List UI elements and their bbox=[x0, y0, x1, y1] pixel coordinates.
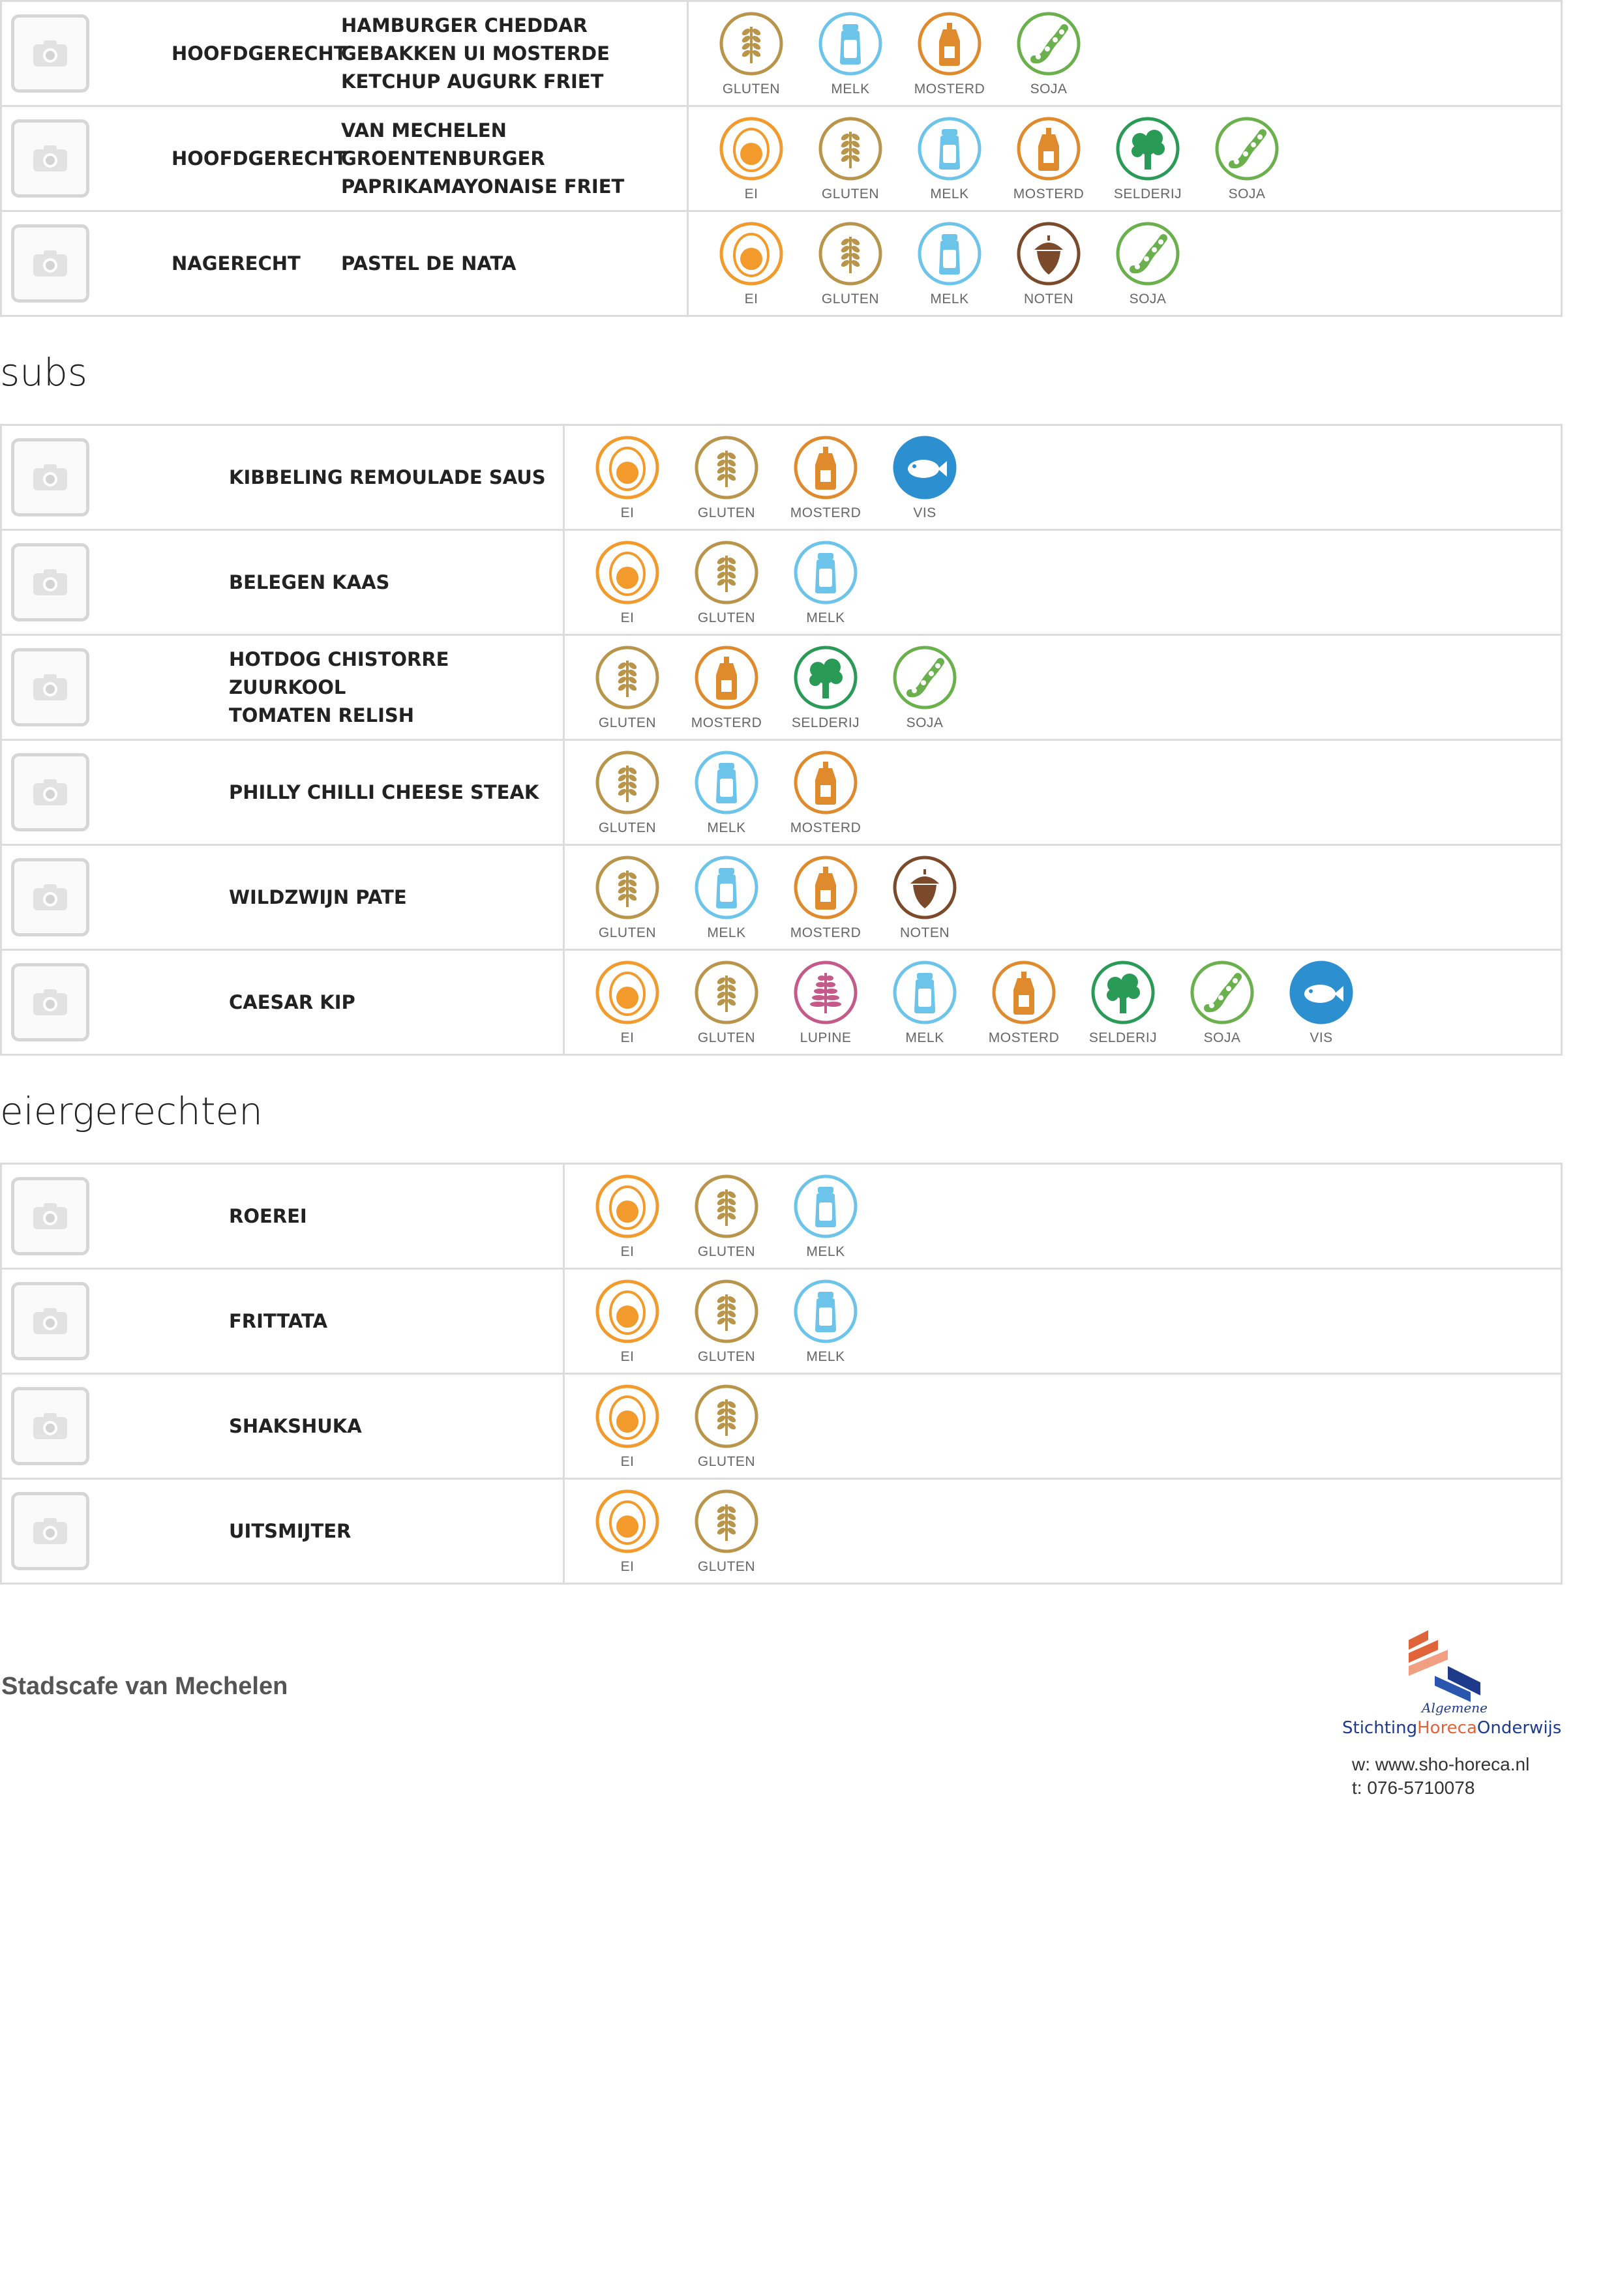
photo-cell bbox=[1, 635, 172, 740]
gluten-icon bbox=[816, 220, 884, 288]
eiergerechten-table bbox=[0, 1163, 1563, 1585]
allergen-list bbox=[578, 959, 1561, 1046]
allergen-gluten bbox=[677, 1487, 776, 1575]
logo-script: Algemene bbox=[1422, 1700, 1488, 1716]
allergen-label: GLUTEN bbox=[598, 925, 657, 940]
allergen-selderij bbox=[1073, 959, 1173, 1046]
dish-name-line: HAMBURGER CHEDDAR bbox=[341, 14, 588, 37]
camera-icon bbox=[32, 568, 68, 597]
allergen-label: MELK bbox=[930, 186, 969, 201]
table-row bbox=[1, 106, 1562, 211]
allergen-mosterd bbox=[776, 434, 875, 521]
allergen-label: MOSTERD bbox=[914, 82, 985, 97]
gluten-icon bbox=[693, 434, 760, 501]
ei-icon bbox=[593, 959, 661, 1026]
allergen-label: SELDERIJ bbox=[1088, 1030, 1158, 1045]
photo-cell bbox=[1, 1374, 172, 1479]
allergen-list bbox=[578, 434, 1561, 521]
allergen-label: MELK bbox=[707, 925, 746, 940]
allergen-ei bbox=[578, 1487, 677, 1575]
melk-icon bbox=[816, 10, 884, 78]
allergen-label: SELDERIJ bbox=[1113, 186, 1182, 201]
allergen-ei bbox=[702, 220, 801, 307]
gluten-icon bbox=[693, 1487, 760, 1555]
allergen-label: GLUTEN bbox=[697, 505, 756, 520]
soja-icon bbox=[1015, 10, 1083, 78]
subs-table bbox=[0, 424, 1563, 1056]
dish-name bbox=[229, 646, 563, 730]
allergen-ei bbox=[578, 959, 677, 1046]
allergen-noten bbox=[999, 220, 1098, 307]
allergen-list bbox=[578, 749, 1561, 836]
allergen-gluten bbox=[801, 115, 900, 202]
allergen-soja bbox=[1173, 959, 1272, 1046]
photo-placeholder bbox=[11, 543, 89, 621]
camera-icon bbox=[32, 883, 68, 912]
allergen-mosterd bbox=[974, 959, 1073, 1046]
mosterd-icon bbox=[693, 644, 760, 711]
dish-cell bbox=[172, 1374, 564, 1479]
ei-icon bbox=[593, 434, 661, 501]
dish-name bbox=[229, 779, 539, 807]
camera-icon bbox=[32, 144, 68, 173]
melk-icon bbox=[792, 1172, 860, 1240]
table-row bbox=[1, 740, 1562, 845]
section-heading-eiergerechten: eiergerechten bbox=[0, 1089, 263, 1133]
melk-icon bbox=[891, 959, 959, 1026]
allergen-label: EI bbox=[620, 1349, 635, 1364]
allergen-label: MOSTERD bbox=[790, 925, 861, 940]
gluten-icon bbox=[693, 539, 760, 606]
allergen-selderij bbox=[776, 644, 875, 731]
vis-icon bbox=[1287, 959, 1355, 1026]
allergen-label: GLUTEN bbox=[697, 1559, 756, 1574]
dish-name-line: BELEGEN KAAS bbox=[229, 571, 390, 593]
allergen-melk bbox=[776, 539, 875, 626]
photo-cell bbox=[1, 1, 172, 106]
dish-name bbox=[229, 1412, 362, 1440]
allergen-ei bbox=[578, 434, 677, 521]
photo-placeholder bbox=[11, 224, 89, 303]
photo-placeholder bbox=[11, 1387, 89, 1465]
dish-cell bbox=[172, 1479, 564, 1584]
allergen-cell bbox=[564, 635, 1562, 740]
allergen-label: GLUTEN bbox=[697, 1349, 756, 1364]
allergen-gluten bbox=[677, 1382, 776, 1470]
allergen-cell bbox=[688, 106, 1562, 211]
allergen-label: GLUTEN bbox=[697, 610, 756, 625]
camera-icon bbox=[32, 988, 68, 1017]
allergen-cell bbox=[564, 530, 1562, 635]
allergen-label: SOJA bbox=[1228, 186, 1266, 201]
allergen-cell bbox=[564, 1164, 1562, 1269]
dish-name bbox=[229, 1307, 327, 1335]
allergen-melk bbox=[776, 1172, 875, 1260]
mosterd-icon bbox=[1015, 115, 1083, 183]
allergen-label: SOJA bbox=[1203, 1030, 1241, 1045]
dish-name bbox=[341, 250, 517, 278]
allergen-mosterd bbox=[900, 10, 999, 97]
dish-name-line: GEBAKKEN UI MOSTERDE bbox=[341, 42, 610, 65]
allergen-label: SOJA bbox=[906, 715, 944, 730]
gluten-icon bbox=[717, 10, 785, 78]
dish-name bbox=[229, 989, 355, 1017]
allergen-list bbox=[578, 1382, 1561, 1470]
photo-placeholder bbox=[11, 14, 89, 93]
allergen-list bbox=[702, 115, 1561, 202]
ei-icon bbox=[593, 1172, 661, 1240]
dish-name-line: PASTEL DE NATA bbox=[341, 252, 517, 275]
noten-icon bbox=[891, 854, 959, 921]
allergen-soja bbox=[1098, 220, 1197, 307]
dish-cell bbox=[172, 1269, 564, 1374]
allergen-noten bbox=[875, 854, 974, 941]
allergen-label: MELK bbox=[905, 1030, 944, 1045]
allergen-label: EI bbox=[620, 610, 635, 625]
allergen-label: GLUTEN bbox=[697, 1244, 756, 1259]
mosterd-icon bbox=[916, 10, 983, 78]
allergen-gluten bbox=[677, 434, 776, 521]
camera-icon bbox=[32, 673, 68, 702]
gluten-icon bbox=[593, 854, 661, 921]
allergen-gluten bbox=[801, 220, 900, 307]
camera-icon bbox=[32, 1307, 68, 1335]
dish-name bbox=[229, 1202, 307, 1230]
photo-cell bbox=[1, 106, 172, 211]
allergen-label: MELK bbox=[806, 1244, 845, 1259]
melk-icon bbox=[792, 1277, 860, 1345]
camera-icon bbox=[32, 778, 68, 807]
allergen-label: EI bbox=[744, 291, 758, 306]
allergen-list bbox=[578, 644, 1561, 731]
ei-icon bbox=[593, 1277, 661, 1345]
photo-placeholder bbox=[11, 1282, 89, 1360]
dish-cell bbox=[172, 211, 688, 316]
dish-name-line: PHILLY CHILLI CHEESE STEAK bbox=[229, 781, 539, 803]
allergen-lupine bbox=[776, 959, 875, 1046]
allergen-label: GLUTEN bbox=[697, 1454, 756, 1469]
noten-icon bbox=[1015, 220, 1083, 288]
dish-cell bbox=[172, 1164, 564, 1269]
allergen-gluten bbox=[677, 1277, 776, 1365]
gluten-icon bbox=[593, 644, 661, 711]
dish-name bbox=[229, 1517, 351, 1545]
photo-placeholder bbox=[11, 1177, 89, 1255]
melk-icon bbox=[693, 854, 760, 921]
allergen-mosterd bbox=[999, 115, 1098, 202]
allergen-ei bbox=[702, 115, 801, 202]
allergen-vis bbox=[875, 434, 974, 521]
allergen-ei bbox=[578, 1172, 677, 1260]
allergen-melk bbox=[801, 10, 900, 97]
ei-icon bbox=[717, 115, 785, 183]
allergen-label: EI bbox=[620, 505, 635, 520]
dish-name-line: CAESAR KIP bbox=[229, 991, 355, 1013]
allergen-label: GLUTEN bbox=[722, 82, 781, 97]
course-label: NAGERECHT bbox=[172, 252, 301, 275]
phone-text: t: 076-5710078 bbox=[1352, 1778, 1475, 1798]
dish-name-line: SHAKSHUKA bbox=[229, 1414, 362, 1437]
allergen-list bbox=[578, 1172, 1561, 1260]
allergen-cell bbox=[688, 211, 1562, 316]
allergen-label: SELDERIJ bbox=[791, 715, 860, 730]
allergen-vis bbox=[1272, 959, 1371, 1046]
dish-cell bbox=[172, 740, 564, 845]
table-row bbox=[1, 1374, 1562, 1479]
photo-cell bbox=[1, 425, 172, 530]
allergen-cell bbox=[564, 1269, 1562, 1374]
dish-name bbox=[341, 117, 624, 201]
dish-cell bbox=[172, 1, 688, 106]
logo-text: StichtingHorecaOnderwijs bbox=[1342, 1718, 1562, 1738]
allergen-gluten bbox=[677, 539, 776, 626]
allergen-gluten bbox=[677, 1172, 776, 1260]
allergen-melk bbox=[677, 749, 776, 836]
table-row bbox=[1, 211, 1562, 316]
melk-icon bbox=[916, 115, 983, 183]
allergen-label: MELK bbox=[707, 820, 746, 835]
allergen-melk bbox=[677, 854, 776, 941]
allergen-label: GLUTEN bbox=[821, 186, 880, 201]
allergen-list bbox=[702, 220, 1561, 307]
soja-icon bbox=[891, 644, 959, 711]
allergen-label: LUPINE bbox=[800, 1030, 852, 1045]
allergen-soja bbox=[1197, 115, 1296, 202]
allergen-gluten bbox=[677, 959, 776, 1046]
allergen-gluten bbox=[578, 644, 677, 731]
allergen-label: VIS bbox=[1310, 1030, 1333, 1045]
dish-cell bbox=[172, 845, 564, 950]
allergen-mosterd bbox=[677, 644, 776, 731]
allergen-ei bbox=[578, 1382, 677, 1470]
allergen-label: SOJA bbox=[1030, 82, 1068, 97]
dish-name-line: KIBBELING REMOULADE SAUS bbox=[229, 466, 546, 488]
table-row bbox=[1, 1, 1562, 106]
table-row bbox=[1, 1479, 1562, 1584]
table-row bbox=[1, 530, 1562, 635]
dish-name bbox=[229, 569, 389, 597]
dish-name-line: VAN MECHELEN bbox=[341, 119, 507, 142]
dish-cell bbox=[172, 950, 564, 1055]
allergen-label: NOTEN bbox=[1024, 291, 1073, 306]
table-row bbox=[1, 1269, 1562, 1374]
dish-cell bbox=[172, 530, 564, 635]
website-text: w: www.sho-horeca.nl bbox=[1352, 1754, 1530, 1774]
photo-placeholder bbox=[11, 858, 89, 936]
dish-name-line: PAPRIKAMAYONAISE FRIET bbox=[341, 175, 625, 198]
allergen-cell bbox=[688, 1, 1562, 106]
soja-icon bbox=[1188, 959, 1256, 1026]
ei-icon bbox=[593, 539, 661, 606]
dish-name-line: KETCHUP AUGURK FRIET bbox=[341, 70, 604, 93]
mosterd-icon bbox=[792, 854, 860, 921]
allergen-gluten bbox=[578, 749, 677, 836]
vis-icon bbox=[891, 434, 959, 501]
allergen-label: MOSTERD bbox=[790, 505, 861, 520]
allergen-cell bbox=[564, 425, 1562, 530]
allergen-list bbox=[578, 854, 1561, 941]
photo-placeholder bbox=[11, 753, 89, 831]
gluten-icon bbox=[693, 959, 760, 1026]
photo-cell bbox=[1, 845, 172, 950]
allergen-melk bbox=[776, 1277, 875, 1365]
allergen-label: MELK bbox=[806, 610, 845, 625]
selderij-icon bbox=[1089, 959, 1157, 1026]
camera-icon bbox=[32, 249, 68, 278]
allergen-label: VIS bbox=[913, 505, 936, 520]
dish-name-line: FRITTATA bbox=[229, 1309, 328, 1332]
mosterd-icon bbox=[792, 434, 860, 501]
dish-name-line: ROEREI bbox=[229, 1204, 307, 1227]
camera-icon bbox=[32, 1202, 68, 1230]
allergen-label: MOSTERD bbox=[1013, 186, 1085, 201]
allergen-list bbox=[578, 1277, 1561, 1365]
allergen-label: MELK bbox=[806, 1349, 845, 1364]
selderij-icon bbox=[1114, 115, 1182, 183]
photo-placeholder bbox=[11, 648, 89, 726]
dish-name-line: HOTDOG CHISTORRE ZUURKOOL bbox=[229, 648, 449, 698]
soja-icon bbox=[1213, 115, 1281, 183]
photo-cell bbox=[1, 211, 172, 316]
dish-cell bbox=[172, 106, 688, 211]
allergen-ei bbox=[578, 539, 677, 626]
soja-icon bbox=[1114, 220, 1182, 288]
allergen-list bbox=[702, 10, 1561, 97]
allergen-label: SOJA bbox=[1129, 291, 1167, 306]
allergen-melk bbox=[900, 115, 999, 202]
ei-icon bbox=[717, 220, 785, 288]
allergen-melk bbox=[875, 959, 974, 1046]
mosterd-icon bbox=[792, 749, 860, 816]
gluten-icon bbox=[593, 749, 661, 816]
dish-name-line: WILDZWIJN PATE bbox=[229, 886, 407, 908]
gluten-icon bbox=[693, 1172, 760, 1240]
allergen-soja bbox=[875, 644, 974, 731]
gluten-icon bbox=[693, 1277, 760, 1345]
footer bbox=[0, 1660, 1565, 1855]
photo-placeholder bbox=[11, 438, 89, 516]
dish-cell bbox=[172, 425, 564, 530]
allergen-mosterd bbox=[776, 749, 875, 836]
camera-icon bbox=[32, 463, 68, 492]
allergen-label: MOSTERD bbox=[691, 715, 762, 730]
table-row bbox=[1, 635, 1562, 740]
photo-cell bbox=[1, 740, 172, 845]
allergen-label: GLUTEN bbox=[598, 715, 657, 730]
dish-name-line: GROENTENBURGER bbox=[341, 147, 545, 170]
allergen-gluten bbox=[702, 10, 801, 97]
allergen-melk bbox=[900, 220, 999, 307]
allergen-label: EI bbox=[620, 1030, 635, 1045]
allergen-label: MOSTERD bbox=[988, 1030, 1060, 1045]
photo-cell bbox=[1, 1269, 172, 1374]
dish-cell bbox=[172, 635, 564, 740]
photo-cell bbox=[1, 950, 172, 1055]
main-course-table bbox=[0, 0, 1563, 317]
lupine-icon bbox=[792, 959, 860, 1026]
allergen-cell bbox=[564, 1479, 1562, 1584]
camera-icon bbox=[32, 39, 68, 68]
dish-name bbox=[229, 464, 546, 492]
photo-cell bbox=[1, 1164, 172, 1269]
mosterd-icon bbox=[990, 959, 1058, 1026]
allergen-mosterd bbox=[776, 854, 875, 941]
course-label: HOOFDGERECHT bbox=[172, 42, 347, 65]
allergen-ei bbox=[578, 1277, 677, 1365]
photo-placeholder bbox=[11, 1492, 89, 1570]
allergen-cell bbox=[564, 950, 1562, 1055]
gluten-icon bbox=[693, 1382, 760, 1450]
camera-icon bbox=[32, 1517, 68, 1545]
allergen-label: EI bbox=[620, 1559, 635, 1574]
allergen-label: MOSTERD bbox=[790, 820, 861, 835]
allergen-cell bbox=[564, 740, 1562, 845]
selderij-icon bbox=[792, 644, 860, 711]
allergen-label: GLUTEN bbox=[821, 291, 880, 306]
allergen-list bbox=[578, 539, 1561, 626]
dish-name-line: UITSMIJTER bbox=[229, 1519, 352, 1542]
allergen-label: GLUTEN bbox=[598, 820, 657, 835]
melk-icon bbox=[792, 539, 860, 606]
allergen-cell bbox=[564, 845, 1562, 950]
melk-icon bbox=[916, 220, 983, 288]
dish-name-line: TOMATEN RELISH bbox=[229, 704, 415, 726]
allergen-selderij bbox=[1098, 115, 1197, 202]
allergen-cell bbox=[564, 1374, 1562, 1479]
gluten-icon bbox=[816, 115, 884, 183]
allergen-label: EI bbox=[620, 1244, 635, 1259]
table-row bbox=[1, 425, 1562, 530]
dish-name bbox=[229, 884, 407, 912]
ei-icon bbox=[593, 1487, 661, 1555]
allergen-label: EI bbox=[620, 1454, 635, 1469]
melk-icon bbox=[693, 749, 760, 816]
section-heading-subs: subs bbox=[0, 350, 88, 395]
allergen-list bbox=[578, 1487, 1561, 1575]
table-row bbox=[1, 1164, 1562, 1269]
allergen-label: MELK bbox=[831, 82, 870, 97]
allergen-label: EI bbox=[744, 186, 758, 201]
table-row bbox=[1, 950, 1562, 1055]
allergen-label: NOTEN bbox=[900, 925, 950, 940]
dish-name bbox=[341, 12, 610, 96]
allergen-label: GLUTEN bbox=[697, 1030, 756, 1045]
ei-icon bbox=[593, 1382, 661, 1450]
table-row bbox=[1, 845, 1562, 950]
camera-icon bbox=[32, 1412, 68, 1440]
photo-cell bbox=[1, 1479, 172, 1584]
allergen-soja bbox=[999, 10, 1098, 97]
photo-cell bbox=[1, 530, 172, 635]
allergen-label: MELK bbox=[930, 291, 969, 306]
sho-logo-icon bbox=[1356, 1614, 1565, 1712]
allergen-gluten bbox=[578, 854, 677, 941]
course-label: HOOFDGERECHT bbox=[172, 147, 347, 170]
photo-placeholder bbox=[11, 119, 89, 198]
photo-placeholder bbox=[11, 963, 89, 1041]
restaurant-name: Stadscafe van Mechelen bbox=[1, 1673, 288, 1700]
